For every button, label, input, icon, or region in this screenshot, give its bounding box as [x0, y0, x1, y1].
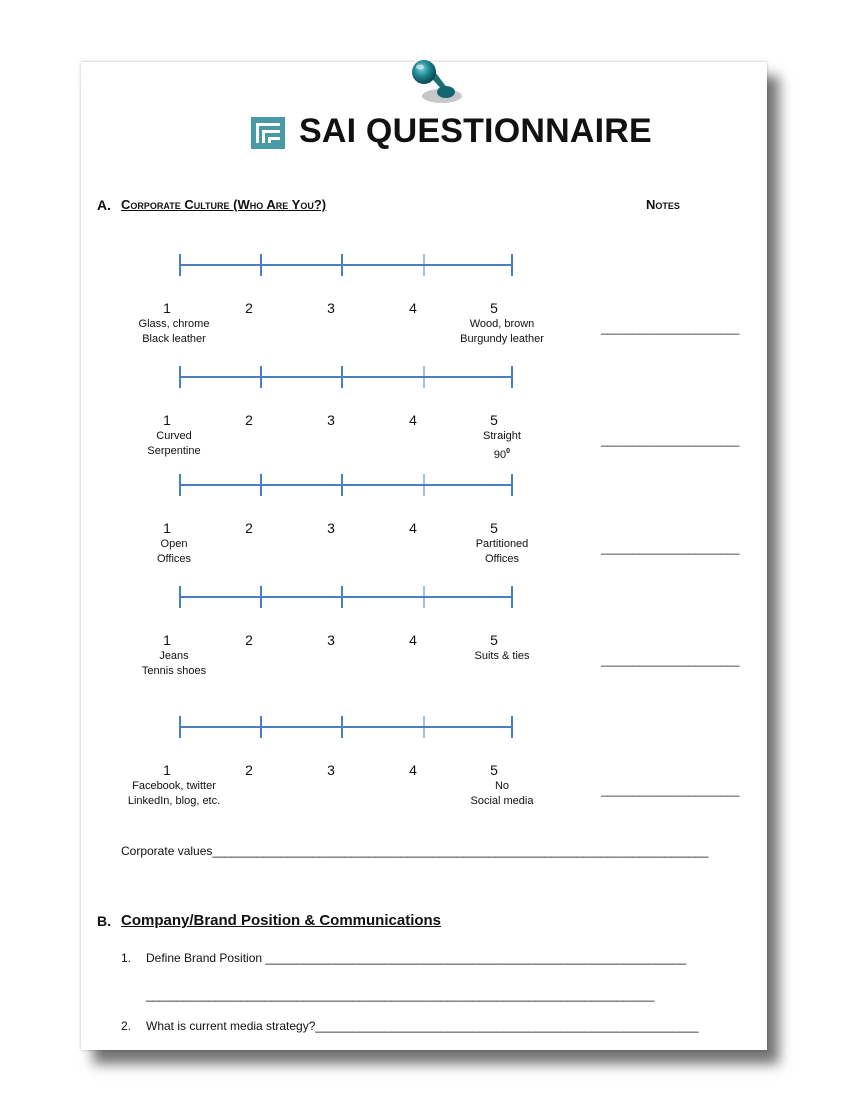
- rating-scale: [0, 584, 850, 734]
- scale-number[interactable]: 5: [490, 762, 498, 778]
- question-2-text: What is current media strategy?: [146, 1019, 316, 1033]
- scale-left-label: Facebook, twitter LinkedIn, blog, etc.: [127, 780, 221, 807]
- scale-number[interactable]: 5: [490, 300, 498, 316]
- brand-position-field-line-2[interactable]: _________________________________________________________________________________: [146, 988, 655, 1002]
- scale-number[interactable]: 5: [490, 632, 498, 648]
- scale-line: [176, 714, 516, 744]
- notes-heading: Notes: [646, 197, 680, 212]
- scale-number[interactable]: 4: [409, 632, 417, 648]
- notes-field[interactable]: ______________________: [601, 783, 740, 797]
- scale-right-label: No Social media: [470, 780, 534, 807]
- scale-number[interactable]: 3: [327, 762, 335, 778]
- scale-number[interactable]: 1: [163, 632, 171, 648]
- question-1-row: [121, 951, 131, 965]
- rating-scale: [0, 714, 850, 864]
- scale-number[interactable]: 3: [327, 300, 335, 316]
- corporate-values-row: [121, 844, 708, 858]
- brand-position-field[interactable]: ___________________________________________________________________: [265, 951, 686, 965]
- question-1-text: Define Brand Position: [146, 951, 266, 965]
- scale-right-label: Wood, brown Burgundy leather: [460, 318, 544, 345]
- scale-number[interactable]: 2: [245, 632, 253, 648]
- section-b-title: Company/Brand Position & Communications: [121, 912, 442, 929]
- scale-number[interactable]: 3: [327, 632, 335, 648]
- scale-number[interactable]: 4: [409, 762, 417, 778]
- question-2-row: [121, 1019, 131, 1033]
- question-number: 1.: [121, 951, 132, 965]
- document-title: SAI QUESTIONNAIRE: [299, 112, 652, 150]
- scale-line: [176, 252, 516, 282]
- scale-number[interactable]: 2: [245, 520, 253, 536]
- section-a-letter: A.: [97, 197, 111, 213]
- scale-left-label: Glass, chrome Black leather: [138, 318, 210, 345]
- question-1: [146, 951, 686, 965]
- corporate-values-field[interactable]: _______________________________________________________________________________: [212, 844, 709, 858]
- notes-field[interactable]: ______________________: [601, 653, 740, 667]
- scale-number[interactable]: 1: [163, 762, 171, 778]
- media-strategy-field[interactable]: _____________________________________________________________: [315, 1019, 699, 1033]
- question-number: 2.: [121, 1019, 132, 1033]
- scale-right-label: Suits & ties: [474, 650, 530, 662]
- pushpin-icon: [404, 58, 466, 108]
- corporate-values-label: Corporate values: [121, 844, 213, 858]
- scale-number[interactable]: 2: [245, 300, 253, 316]
- scale-number[interactable]: 2: [245, 762, 253, 778]
- scale-number[interactable]: 5: [490, 412, 498, 428]
- scale-right-label: Partitioned Offices: [475, 538, 529, 565]
- notes-field[interactable]: ______________________: [601, 541, 740, 555]
- scale-line: [176, 364, 516, 394]
- scale-number[interactable]: 1: [163, 300, 171, 316]
- sai-logo-icon: [251, 117, 285, 149]
- scale-number[interactable]: 4: [409, 412, 417, 428]
- question-2: [146, 1019, 698, 1033]
- section-b-letter: B.: [97, 913, 111, 929]
- scale-number[interactable]: 3: [327, 520, 335, 536]
- section-a-title: Corporate Culture (Who Are You?): [121, 197, 327, 212]
- scale-line: [176, 472, 516, 502]
- question-1-continuation: [146, 988, 654, 1002]
- notes-field[interactable]: ______________________: [601, 433, 740, 447]
- scale-number[interactable]: 4: [409, 520, 417, 536]
- notes-field[interactable]: ______________________: [601, 321, 740, 335]
- scale-right-label: Straight $90^0$: [483, 430, 521, 461]
- scale-left-label: Open Offices: [156, 538, 192, 565]
- scale-number[interactable]: 3: [327, 412, 335, 428]
- scale-number[interactable]: 2: [245, 412, 253, 428]
- scale-number[interactable]: 4: [409, 300, 417, 316]
- scale-left-label: Jeans Tennis shoes: [141, 650, 207, 677]
- scale-number[interactable]: 1: [163, 412, 171, 428]
- scale-left-label: Curved Serpentine: [147, 430, 201, 457]
- scale-line: [176, 584, 516, 614]
- scale-number[interactable]: 5: [490, 520, 498, 536]
- scale-number[interactable]: 1: [163, 520, 171, 536]
